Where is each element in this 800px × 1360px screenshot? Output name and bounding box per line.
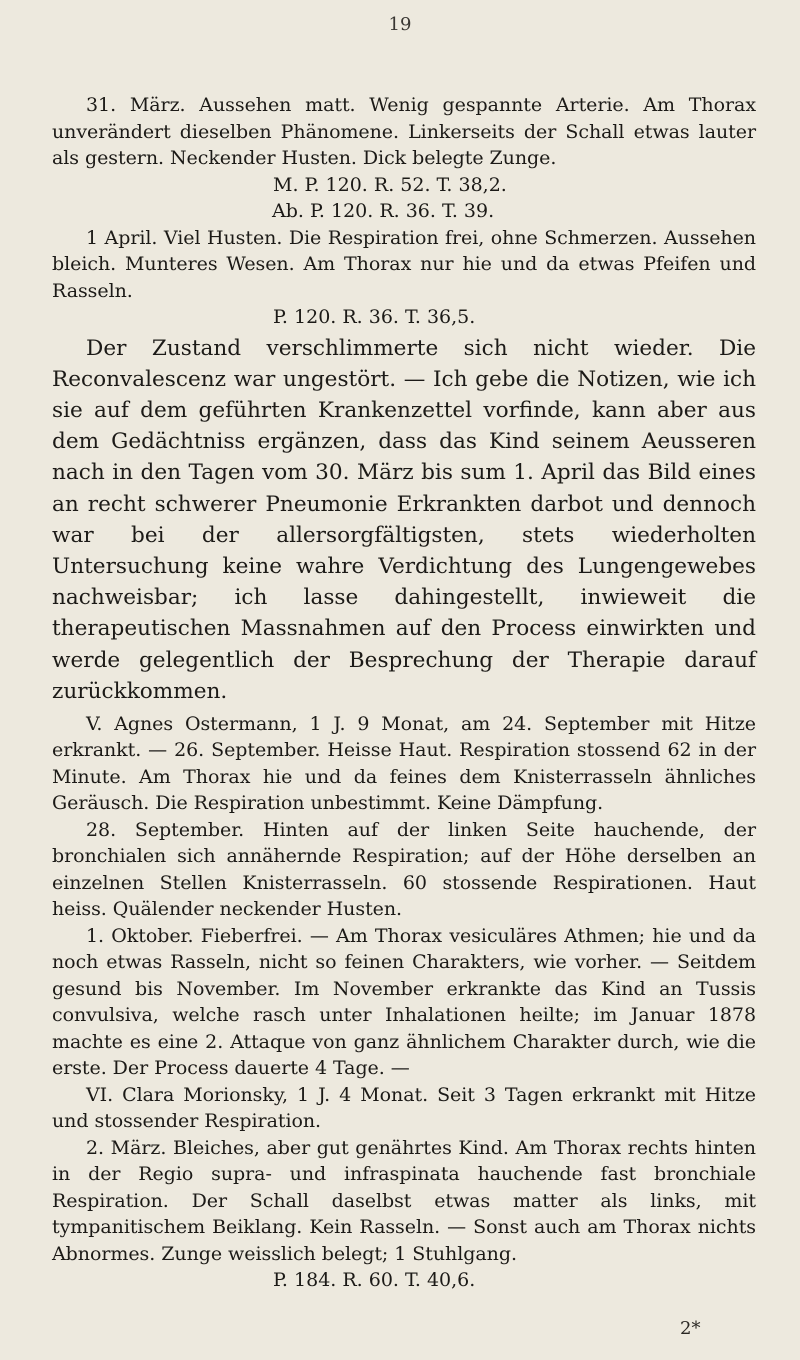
entry-2-march: 2. März. Bleiches, aber gut genährtes Kind. Am Thorax rechts hinten in der Regio supra- und infraspinata hauchende fast bronchiale Respiration. Der Schall daselbst etwas matter als links, mit tympanitischem Beiklang. Kein Rasseln. — Sonst auch am Thorax nichts Abnormes. Zunge weisslich belegt; 1 Stuhlgang. xyxy=(52,1136,756,1265)
signature-mark: 2* xyxy=(680,1318,701,1339)
entry-31-march: 31. März. Aussehen matt. Wenig gespannte Arterie. Am Thorax unverändert dieselben Phänomene. Linkerseits der Schall etwas lauter als gestern. Neckender Husten. Dick belegte Zunge. xyxy=(52,94,756,169)
vitals-1-april: P. 120. R. 36. T. 36,5. xyxy=(273,306,476,328)
vitals-morning: M. P. 120. R. 52. T. 38,2. xyxy=(273,173,507,196)
case-5-intro: V. Agnes Ostermann, 1 J. 9 Monat, am 24. September mit Hitze erkrankt. — 26. September. Heisse Haut. Respiration stossend 62 in der Minute. Am Thorax hie und da feines dem Knisterrasseln ähnliches Geräusch. Die Respiration unbestimmt. Keine Dämpfung. xyxy=(52,712,756,815)
entry-1-october: 1. Oktober. Fieberfrei. — Am Thorax vesiculäres Athmen; hie und da noch etwas Rasseln, nicht so feinen Charakters, wie vorher. — Seitdem gesund bis November. Im November erkrankte das Kind an Tussis convulsiva, welche rasch unter Inhalationen heilte; im Januar 1878 machte es eine 2. Attaque von ganz ähnlichem Charakter durch, wie die erste. Der Process dauerte 4 Tage. — xyxy=(52,924,756,1080)
page-number: 19 xyxy=(388,14,412,35)
vitals-evening: Ab. P. 120. R. 36. T. 39. xyxy=(272,200,495,222)
case-6-intro: VI. Clara Morionsky, 1 J. 4 Monat. Seit 3 Tagen erkrankt mit Hitze und stossender Respiration. xyxy=(52,1083,756,1133)
entry-28-september: 28. September. Hinten auf der linken Seite hauchende, der bronchialen sich annähernde Respiration; auf der Höhe derselben an einzelnen Stellen Knisterrasseln. 60 stossende Respirationen. Haut heiss. Quälender neckender Husten. xyxy=(52,818,756,921)
entry-1-april: 1 April. Viel Husten. Die Respiration frei, ohne Schmerzen. Aussehen bleich. Munteres Wesen. Am Thorax nur hie und da etwas Pfeifen und Rasseln. xyxy=(52,226,756,302)
case-notes xyxy=(52,711,756,1294)
main-text xyxy=(52,92,756,1294)
vitals-2-march: P. 184. R. 60. T. 40,6. xyxy=(273,1269,476,1292)
commentary-paragraph: Der Zustand verschlimmerte sich nicht wieder. Die Reconvalescenz war ungestört. — Ich gebe die Notizen, wie ich sie auf dem geführten Krankenzettel vorfinde, kann aber aus dem Gedächtniss ergänzen, dass das Kind seinem Aeusseren nach in den Tagen vom 30. März bis sum 1. April das Bild eines an recht schwerer Pneumonie Erkrankten darbot und dennoch war bei der allersorgfältigsten, stets wiederholten Untersuchung keine wahre Verdichtung des Lungengewebes nachweisbar; ich lasse dahingestellt, inwieweit die therapeutischen Massnahmen auf den Process einwirkten und werde gelegentlich der Besprechung der Therapie darauf zurückkommen. xyxy=(52,335,756,704)
